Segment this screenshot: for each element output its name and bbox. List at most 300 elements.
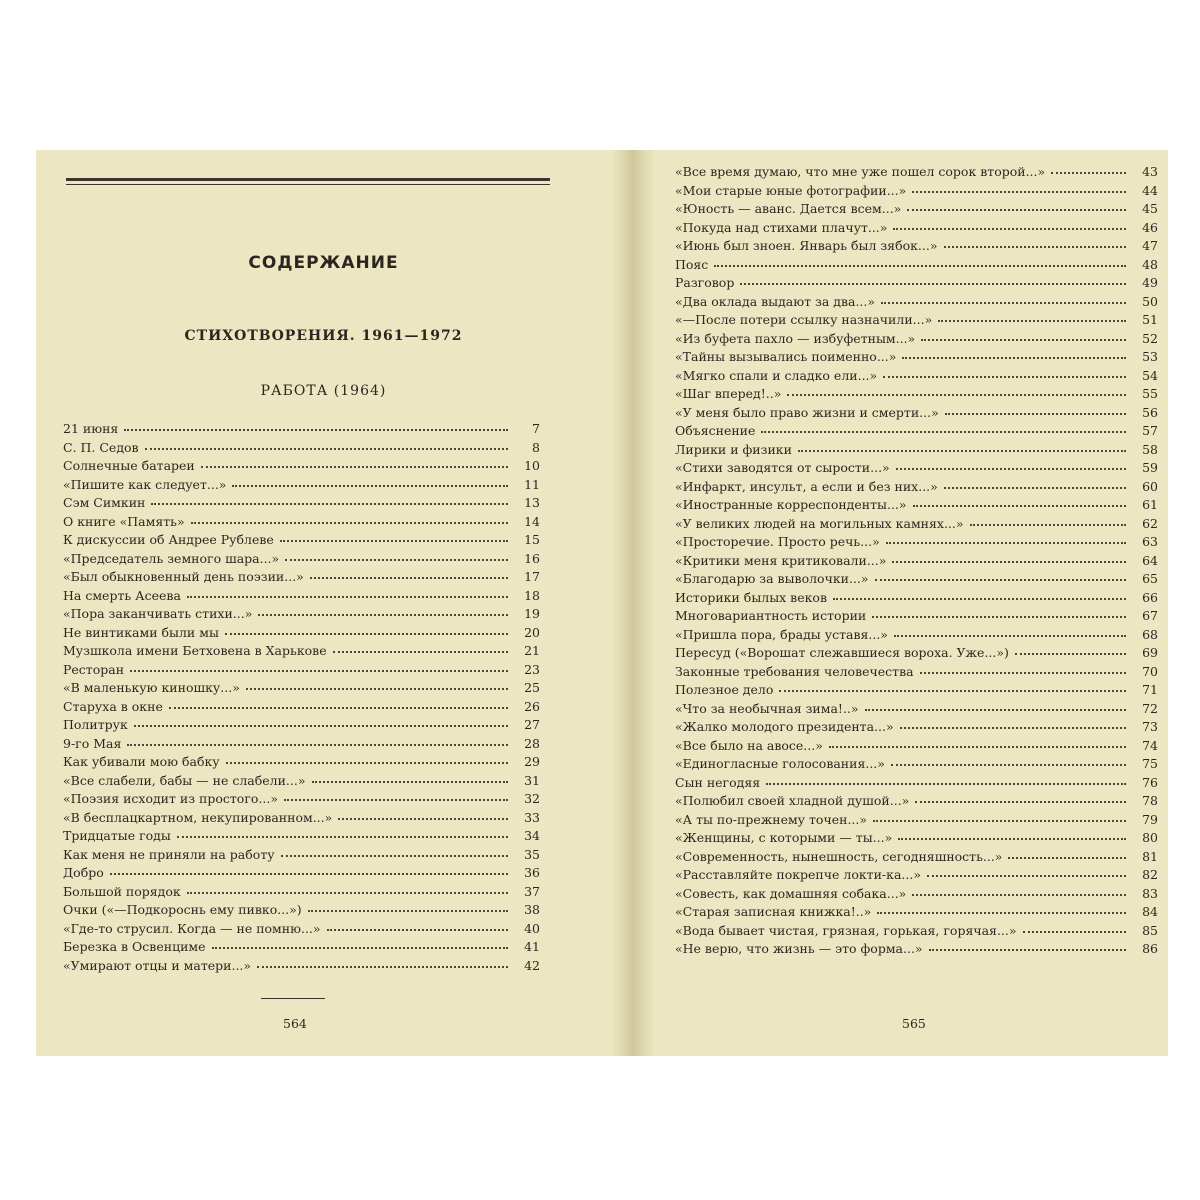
- toc-entry-page: 67: [1142, 608, 1158, 623]
- toc-entry-title: К дискуссии об Андрее Рублеве: [63, 532, 274, 547]
- toc-entry-page: 26: [524, 698, 540, 714]
- toc-entry-page: 58: [1142, 441, 1158, 457]
- toc-entry-page: 76: [1142, 774, 1158, 790]
- dot-leader: [169, 703, 508, 709]
- dot-leader: [714, 261, 1126, 267]
- dot-leader: [872, 612, 1126, 618]
- toc-entry-title: «Женщины, с которыми — ты...»: [675, 830, 893, 845]
- page-title: СОДЕРЖАНИЕ: [248, 253, 399, 273]
- dot-leader: [902, 353, 1126, 359]
- toc-entry-page: 64: [1142, 552, 1158, 568]
- toc-entry: [675, 311, 1158, 330]
- toc-entry-page: 54: [1142, 367, 1158, 383]
- toc-entry: [675, 866, 1158, 885]
- dot-leader: [779, 686, 1126, 692]
- dot-leader: [281, 851, 508, 857]
- toc-entry-title: «У меня было право жизни и смерти...»: [675, 404, 939, 420]
- toc-entry: [63, 513, 540, 532]
- toc-entry: [63, 698, 540, 717]
- right-page: [655, 150, 1168, 1056]
- toc-entry-page: 49: [1142, 275, 1158, 290]
- toc-entry-title: Большой порядок: [63, 883, 181, 899]
- toc-entry: [63, 457, 540, 476]
- dot-leader: [900, 723, 1126, 729]
- toc-entry-title: Очки («—Подкороснь ему пивко...»): [63, 902, 302, 917]
- toc-entry-page: 27: [524, 717, 540, 732]
- dot-leader: [124, 425, 508, 431]
- dot-leader: [798, 446, 1126, 452]
- dot-leader: [257, 962, 508, 968]
- toc-entry-title: «Старая записная книжка!..»: [675, 904, 872, 919]
- toc-entry-title: «Два оклада выдают за два...»: [675, 293, 876, 309]
- toc-entry-title: Пояс: [675, 256, 709, 272]
- toc-entry-title: Березка в Освенциме: [63, 939, 206, 954]
- toc-entry-page: 78: [1142, 793, 1158, 808]
- toc-entry: [675, 755, 1158, 774]
- toc-entry-title: «Июнь был зноен. Январь был зябок...»: [675, 238, 938, 253]
- toc-entry: [63, 753, 540, 772]
- dot-leader: [913, 501, 1126, 507]
- toc-entry-title: «Умирают отцы и матери...»: [63, 957, 252, 973]
- toc-entry-page: 63: [1142, 534, 1158, 549]
- toc-entry-title: «Просторечие. Просто речь...»: [675, 534, 880, 549]
- page-number-right: 565: [902, 1016, 926, 1031]
- toc-entry: [63, 568, 540, 587]
- dot-leader: [875, 575, 1126, 581]
- toc-entry-page: 86: [1142, 941, 1158, 956]
- toc-entry-title: «Иностранные корреспонденты...»: [675, 497, 907, 512]
- dot-leader: [894, 631, 1126, 637]
- dot-leader: [130, 666, 508, 672]
- toc-entry-page: 51: [1142, 312, 1158, 327]
- toc-entry: [675, 792, 1158, 811]
- toc-entry: [675, 533, 1158, 552]
- toc-entry: [675, 718, 1158, 737]
- dot-leader: [258, 610, 508, 616]
- toc-entry-title: Не винтиками были мы: [63, 624, 219, 640]
- toc-entry-page: 69: [1142, 645, 1158, 660]
- toc-entry: [675, 626, 1158, 645]
- dot-leader: [110, 869, 508, 875]
- toc-entry-page: 13: [524, 495, 540, 510]
- toc-entry-page: 11: [524, 476, 540, 492]
- toc-entry-title: «Мягко спали и сладко ели...»: [675, 367, 878, 383]
- toc-entry-title: Лирики и физики: [675, 441, 792, 457]
- toc-entry-page: 71: [1142, 682, 1158, 697]
- toc-entry-page: 35: [524, 846, 540, 862]
- toc-entry-title: «Современность, нынешность, сегодняшность...»: [675, 848, 1003, 864]
- toc-entry: [63, 624, 540, 643]
- toc-entry-page: 34: [524, 828, 540, 843]
- toc-entry: [63, 531, 540, 550]
- toc-entry-title: 21 июня: [63, 421, 119, 436]
- toc-entry: [63, 864, 540, 883]
- toc-entry-title: Сын негодяя: [675, 774, 761, 790]
- toc-list-right: [675, 163, 1158, 959]
- toc-entry-title: «Покуда над стихами плачут...»: [675, 219, 888, 235]
- toc-entry-title: Многовариантность истории: [675, 608, 867, 623]
- toc-entry-page: 44: [1142, 182, 1158, 198]
- toc-entry-page: 50: [1142, 293, 1158, 309]
- toc-entry: [675, 940, 1158, 959]
- toc-entry-title: «Все было на авосе...»: [675, 737, 823, 753]
- toc-entry: [675, 811, 1158, 830]
- toc-entry-page: 29: [524, 754, 540, 769]
- toc-entry-page: 20: [524, 624, 540, 640]
- toc-entry-page: 57: [1142, 423, 1158, 438]
- toc-entry-title: «Все время думаю, что мне уже пошел сорок второй...»: [675, 164, 1046, 179]
- dot-leader: [892, 557, 1126, 563]
- toc-entry: [675, 441, 1158, 460]
- toc-entry: [675, 200, 1158, 219]
- toc-entry: [675, 903, 1158, 922]
- toc-entry-page: 31: [524, 772, 540, 788]
- dot-leader: [891, 760, 1126, 766]
- dot-leader: [1008, 853, 1126, 859]
- toc-entry-page: 41: [524, 939, 540, 954]
- toc-entry-page: 7: [532, 421, 540, 436]
- dot-leader: [225, 629, 508, 635]
- toc-entry-title: «Единогласные голосования...»: [675, 756, 885, 771]
- toc-entry: [675, 348, 1158, 367]
- dot-leader: [920, 668, 1126, 674]
- dot-leader: [915, 797, 1126, 803]
- dot-leader: [945, 409, 1126, 415]
- toc-entry-page: 74: [1142, 737, 1158, 753]
- toc-entry: [675, 885, 1158, 904]
- toc-entry-title: «Был обыкновенный день поэзии...»: [63, 569, 304, 584]
- book-spread: [36, 150, 1168, 1056]
- toc-entry-page: 80: [1142, 830, 1158, 845]
- dot-leader: [898, 834, 1126, 840]
- toc-entry-title: Музшкола имени Бетховена в Харькове: [63, 643, 327, 658]
- toc-entry-title: Законные требования человечества: [675, 663, 914, 679]
- toc-entry-title: На смерть Асеева: [63, 587, 181, 603]
- toc-entry-page: 36: [524, 865, 540, 880]
- toc-entry-page: 73: [1142, 719, 1158, 734]
- toc-entry: [675, 237, 1158, 256]
- toc-entry: [675, 829, 1158, 848]
- toc-entry-title: Ресторан: [63, 661, 125, 677]
- toc-entry-title: «Мои старые юные фотографии...»: [675, 182, 907, 198]
- toc-entry-page: 28: [524, 735, 540, 751]
- dot-leader: [829, 742, 1126, 748]
- dot-leader: [865, 705, 1126, 711]
- toc-entry-page: 18: [524, 587, 540, 603]
- dot-leader: [134, 721, 508, 727]
- toc-entry-page: 14: [524, 513, 540, 529]
- toc-entry: [675, 182, 1158, 201]
- toc-entry: [675, 570, 1158, 589]
- toc-entry: [63, 439, 540, 458]
- toc-entry-title: «Критики меня критиковали...»: [675, 552, 887, 568]
- toc-entry-page: 52: [1142, 330, 1158, 346]
- toc-entry: [63, 957, 540, 976]
- toc-entry-page: 85: [1142, 922, 1158, 938]
- toc-entry-page: 33: [524, 809, 540, 825]
- toc-entry: [675, 367, 1158, 386]
- toc-entry-title: Сэм Симкин: [63, 495, 146, 510]
- toc-entry: [63, 476, 540, 495]
- toc-entry: [675, 422, 1158, 441]
- section-heading: СТИХОТВОРЕНИЯ. 1961—1972: [184, 328, 463, 344]
- dot-leader: [284, 795, 508, 801]
- toc-entry-page: 48: [1142, 256, 1158, 272]
- toc-entry: [675, 607, 1158, 626]
- toc-entry-page: 65: [1142, 571, 1158, 586]
- toc-entry: [675, 922, 1158, 941]
- toc-entry-title: «Расставляйте покрепче локти-ка...»: [675, 867, 921, 882]
- dot-leader: [127, 740, 508, 746]
- toc-entry-title: «Совесть, как домашняя собака...»: [675, 885, 907, 901]
- dot-leader: [907, 205, 1126, 211]
- toc-entry: [63, 605, 540, 624]
- dot-leader: [246, 684, 508, 690]
- toc-entry-page: 10: [524, 458, 540, 473]
- toc-entry-title: «Пришла пора, брады уставя...»: [675, 626, 888, 642]
- toc-entry: [63, 827, 540, 846]
- dot-leader: [187, 888, 508, 894]
- dot-leader: [740, 279, 1126, 285]
- toc-entry-page: 47: [1142, 238, 1158, 253]
- toc-entry-title: Полезное дело: [675, 682, 774, 697]
- toc-entry-page: 42: [524, 957, 540, 973]
- toc-entry-page: 8: [532, 439, 540, 455]
- toc-entry-page: 75: [1142, 756, 1158, 771]
- dot-leader: [226, 758, 508, 764]
- toc-entry-title: Тридцатые годы: [63, 828, 171, 843]
- toc-entry-page: 23: [524, 661, 540, 677]
- dot-leader: [881, 298, 1126, 304]
- toc-entry: [675, 848, 1158, 867]
- toc-entry-title: «В бесплацкартном, некупированном...»: [63, 809, 333, 825]
- dot-leader: [151, 499, 508, 505]
- toc-entry-title: Как меня не приняли на работу: [63, 846, 275, 862]
- dot-leader: [212, 943, 508, 949]
- toc-entry-title: «Из буфета пахло — избуфетным...»: [675, 330, 916, 346]
- toc-entry-title: Старуха в окне: [63, 698, 163, 714]
- toc-entry-page: 25: [524, 680, 540, 695]
- toc-entry-page: 46: [1142, 219, 1158, 235]
- dot-leader: [938, 316, 1126, 322]
- toc-entry-title: «Где-то струсил. Когда — не помню...»: [63, 920, 321, 936]
- toc-entry-page: 82: [1142, 867, 1158, 882]
- toc-entry: [675, 774, 1158, 793]
- toc-entry: [675, 552, 1158, 571]
- toc-entry-title: «Председатель земного шара...»: [63, 550, 280, 566]
- toc-entry-page: 15: [524, 532, 540, 547]
- toc-entry: [675, 737, 1158, 756]
- toc-entry-title: Пересуд («Ворошат слежавшиеся вороха. Уже...»): [675, 645, 1009, 660]
- dot-leader: [787, 390, 1126, 396]
- toc-entry: [675, 515, 1158, 534]
- toc-entry: [675, 385, 1158, 404]
- dot-leader: [191, 518, 508, 524]
- dot-leader: [944, 242, 1127, 248]
- toc-entry-title: С. П. Седов: [63, 439, 139, 455]
- dot-leader: [761, 427, 1126, 433]
- header-double-rule: [66, 178, 550, 185]
- dot-leader: [327, 925, 508, 931]
- toc-entry: [63, 716, 540, 735]
- dot-leader: [877, 908, 1126, 914]
- toc-entry: [63, 550, 540, 569]
- dot-leader: [896, 464, 1126, 470]
- toc-entry-page: 55: [1142, 386, 1158, 401]
- toc-entry: [63, 661, 540, 680]
- dot-leader: [312, 777, 509, 783]
- toc-entry-title: «Пишите как следует...»: [63, 476, 227, 492]
- toc-entry-title: «А ты по-прежнему точен...»: [675, 811, 868, 827]
- toc-entry: [675, 496, 1158, 515]
- toc-entry: [63, 772, 540, 791]
- dot-leader: [766, 779, 1126, 785]
- dot-leader: [338, 814, 508, 820]
- dot-leader: [177, 832, 508, 838]
- toc-entry-title: «Пора заканчивать стихи...»: [63, 606, 253, 621]
- toc-entry-page: 32: [524, 791, 540, 806]
- toc-entry-page: 68: [1142, 626, 1158, 642]
- toc-entry: [675, 459, 1158, 478]
- toc-entry: [675, 293, 1158, 312]
- toc-entry: [63, 920, 540, 939]
- toc-entry-title: «Поэзия исходит из простого...»: [63, 791, 278, 806]
- dot-leader: [883, 372, 1126, 378]
- toc-entry: [63, 846, 540, 865]
- toc-entry-title: Как убивали мою бабку: [63, 754, 220, 769]
- toc-entry: [675, 589, 1158, 608]
- toc-entry-title: «Все слабели, бабы — не слабели...»: [63, 772, 306, 788]
- toc-entry: [675, 663, 1158, 682]
- toc-entry-page: 59: [1142, 460, 1158, 475]
- toc-entry: [675, 219, 1158, 238]
- dot-leader: [970, 520, 1126, 526]
- toc-entry: [63, 809, 540, 828]
- toc-entry: [63, 587, 540, 606]
- toc-entry-page: 43: [1142, 164, 1158, 179]
- dot-leader: [1051, 168, 1126, 174]
- toc-entry: [63, 883, 540, 902]
- dot-leader: [929, 945, 1126, 951]
- dot-leader: [873, 816, 1126, 822]
- toc-entry-title: «Не верю, что жизнь — это форма...»: [675, 941, 923, 956]
- toc-entry: [675, 330, 1158, 349]
- dot-leader: [285, 555, 508, 561]
- toc-entry: [63, 494, 540, 513]
- dot-leader: [833, 594, 1126, 600]
- dot-leader: [927, 871, 1126, 877]
- dot-leader: [912, 890, 1126, 896]
- dot-leader: [232, 481, 508, 487]
- toc-entry-page: 72: [1142, 700, 1158, 716]
- toc-entry-title: «Шаг вперед!..»: [675, 386, 782, 401]
- dot-leader: [333, 647, 508, 653]
- toc-entry: [63, 735, 540, 754]
- toc-entry-title: «Полюбил своей хладной душой...»: [675, 793, 910, 808]
- toc-entry: [675, 644, 1158, 663]
- toc-entry-title: «Вода бывает чистая, грязная, горькая, горячая...»: [675, 922, 1017, 938]
- toc-entry-page: 17: [524, 569, 540, 584]
- toc-entry: [675, 256, 1158, 275]
- dot-leader: [886, 538, 1126, 544]
- toc-entry-page: 61: [1142, 497, 1158, 512]
- toc-entry-page: 40: [524, 920, 540, 936]
- toc-entry: [63, 420, 540, 439]
- dot-leader: [1023, 927, 1126, 933]
- toc-entry-page: 21: [524, 643, 540, 658]
- left-page: [36, 150, 611, 1056]
- toc-entry-page: 66: [1142, 589, 1158, 605]
- toc-entry: [675, 681, 1158, 700]
- dot-leader: [944, 483, 1126, 489]
- toc-entry-title: Разговор: [675, 275, 735, 290]
- toc-entry-page: 56: [1142, 404, 1158, 420]
- toc-entry: [63, 938, 540, 957]
- toc-entry-page: 70: [1142, 663, 1158, 679]
- toc-entry-title: «—После потери ссылку назначили...»: [675, 312, 933, 327]
- toc-entry-title: Политрук: [63, 717, 128, 732]
- dot-leader: [310, 573, 508, 579]
- subsection-heading: РАБОТА (1964): [260, 383, 387, 399]
- dot-leader: [187, 592, 508, 598]
- footer-rule: [261, 998, 325, 999]
- dot-leader: [921, 335, 1126, 341]
- dot-leader: [893, 224, 1126, 230]
- dot-leader: [145, 444, 508, 450]
- toc-entry-title: О книге «Память»: [63, 513, 185, 529]
- toc-list-left: [63, 420, 540, 975]
- toc-entry-page: 83: [1142, 885, 1158, 901]
- toc-entry-title: Объяснение: [675, 423, 756, 438]
- toc-entry-page: 38: [524, 902, 540, 917]
- toc-entry-title: 9-го Мая: [63, 735, 122, 751]
- toc-entry: [63, 679, 540, 698]
- toc-entry-page: 53: [1142, 349, 1158, 364]
- toc-entry-title: Солнечные батареи: [63, 458, 195, 473]
- toc-entry-page: 79: [1142, 811, 1158, 827]
- page-number-left: 564: [283, 1016, 307, 1031]
- toc-entry-title: Добро: [63, 865, 104, 880]
- toc-entry-title: «У великих людей на могильных камнях...»: [675, 515, 964, 531]
- dot-leader: [912, 187, 1126, 193]
- toc-entry: [63, 901, 540, 920]
- toc-entry-title: Историки былых веков: [675, 589, 827, 605]
- toc-entry: [63, 790, 540, 809]
- toc-entry-title: «Жалко молодого президента...»: [675, 719, 894, 734]
- toc-entry-title: «Тайны вызывались поименно...»: [675, 349, 897, 364]
- toc-entry-page: 81: [1142, 848, 1158, 864]
- toc-entry-page: 62: [1142, 515, 1158, 531]
- toc-entry-title: «Юность — аванс. Дается всем...»: [675, 201, 902, 216]
- toc-entry: [675, 404, 1158, 423]
- dot-leader: [280, 536, 508, 542]
- toc-entry-page: 45: [1142, 201, 1158, 216]
- toc-entry-page: 16: [524, 550, 540, 566]
- toc-entry-page: 84: [1142, 904, 1158, 919]
- dot-leader: [308, 906, 508, 912]
- toc-entry-title: «В маленькую киношку...»: [63, 680, 240, 695]
- toc-entry: [675, 163, 1158, 182]
- dot-leader: [1015, 649, 1126, 655]
- toc-entry-title: «Стихи заводятся от сырости...»: [675, 460, 890, 475]
- toc-entry: [675, 700, 1158, 719]
- toc-entry-page: 60: [1142, 478, 1158, 494]
- toc-entry-title: «Что за необычная зима!..»: [675, 700, 859, 716]
- toc-entry: [675, 478, 1158, 497]
- book-gutter: [611, 150, 655, 1056]
- toc-entry: [63, 642, 540, 661]
- toc-entry-title: «Инфаркт, инсульт, а если и без них...»: [675, 478, 938, 494]
